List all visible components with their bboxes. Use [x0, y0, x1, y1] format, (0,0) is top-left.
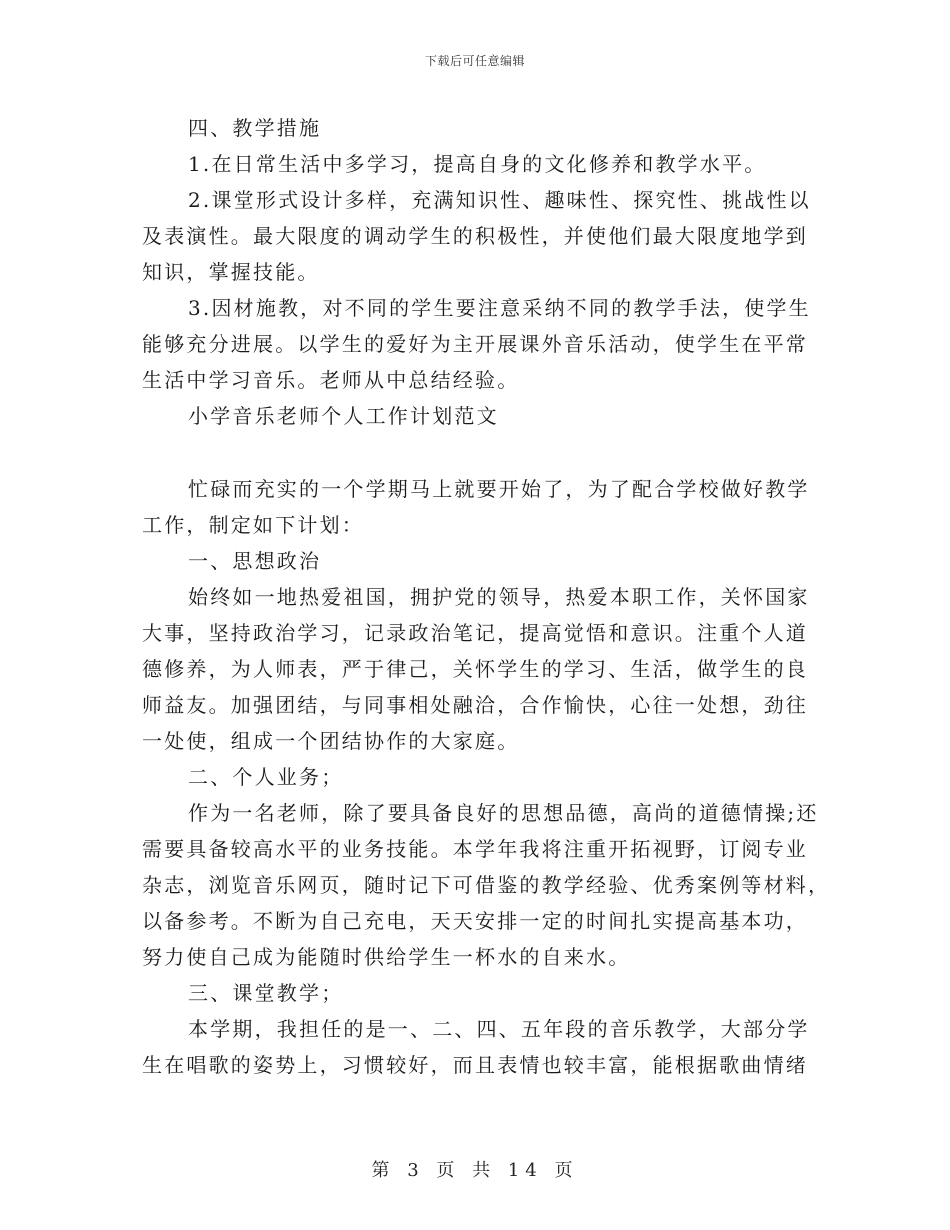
paragraph-line: 杂志，浏览音乐网页，随时记下可借鉴的教学经验、优秀案例等材料，	[142, 873, 831, 897]
paragraph-line: 1.在日常生活中多学习，提高自身的文化修养和教学水平。	[188, 152, 767, 176]
paragraph-line: 知识，掌握技能。	[142, 260, 320, 284]
paragraph-line: 忙碌而充实的一个学期马上就要开始了，为了配合学校做好教学	[188, 477, 810, 501]
paragraph-line: 2.课堂形式设计多样，充满知识性、趣味性、探究性、挑战性以	[188, 188, 811, 212]
section-heading: 三、课堂教学；	[188, 981, 344, 1005]
paragraph-line: 以备参考。不断为自己充电，天天安排一定的时间扎实提高基本功，	[142, 909, 808, 933]
paragraph-line: 德修养，为人师表，严于律己，关怀学生的学习、生活，做学生的良	[142, 657, 808, 681]
page-number-footer: 第 3 页 共 14 页	[371, 1160, 579, 1181]
paragraph-line: 及表演性。最大限度的调动学生的积极性，并使他们最大限度地学到	[142, 224, 808, 248]
paragraph-line: 需要具备较高水平的业务技能。本学年我将注重开拓视野，订阅专业	[142, 837, 808, 861]
paragraph-line: 大事，坚持政治学习，记录政治笔记，提高觉悟和意识。注重个人道	[142, 621, 808, 645]
paragraph-line: 能够充分进展。以学生的爱好为主开展课外音乐活动，使学生在平常	[142, 332, 808, 356]
document-body	[142, 110, 831, 1083]
paragraph-line: 一处使，组成一个团结协作的大家庭。	[142, 729, 520, 753]
section-heading: 二、个人业务；	[188, 765, 344, 789]
paragraph-line: 师益友。加强团结，与同事相处融洽，合作愉快，心往一处想，劲往	[142, 693, 808, 717]
blank-gap	[142, 434, 802, 471]
page-header: 下载后可任意编辑	[424, 54, 525, 68]
paragraph-line: 作为一名老师，除了要具备良好的思想品德，高尚的道德情操;还	[188, 801, 819, 825]
paragraph-line: 生活中学习音乐。老师从中总结经验。	[142, 368, 520, 392]
paragraph-line: 始终如一地热爱祖国，拥护党的领导，热爱本职工作，关怀国家	[188, 585, 810, 609]
document-title: 小学音乐老师个人工作计划范文	[188, 404, 499, 428]
paragraph-line: 3.因材施教，对不同的学生要注意采纳不同的教学手法，使学生	[188, 296, 811, 320]
paragraph-line: 工作，制定如下计划：	[142, 513, 364, 537]
paragraph-line: 努力使自己成为能随时供给学生一杯水的自来水。	[142, 945, 631, 969]
section-heading: 一、思想政治	[188, 549, 322, 573]
paragraph-line: 生在唱歌的姿势上，习惯较好，而且表情也较丰富，能根据歌曲情绪	[142, 1053, 808, 1077]
section-heading: 四、教学措施	[188, 116, 322, 140]
paragraph-line: 本学期，我担任的是一、二、四、五年段的音乐教学，大部分学	[188, 1017, 810, 1041]
